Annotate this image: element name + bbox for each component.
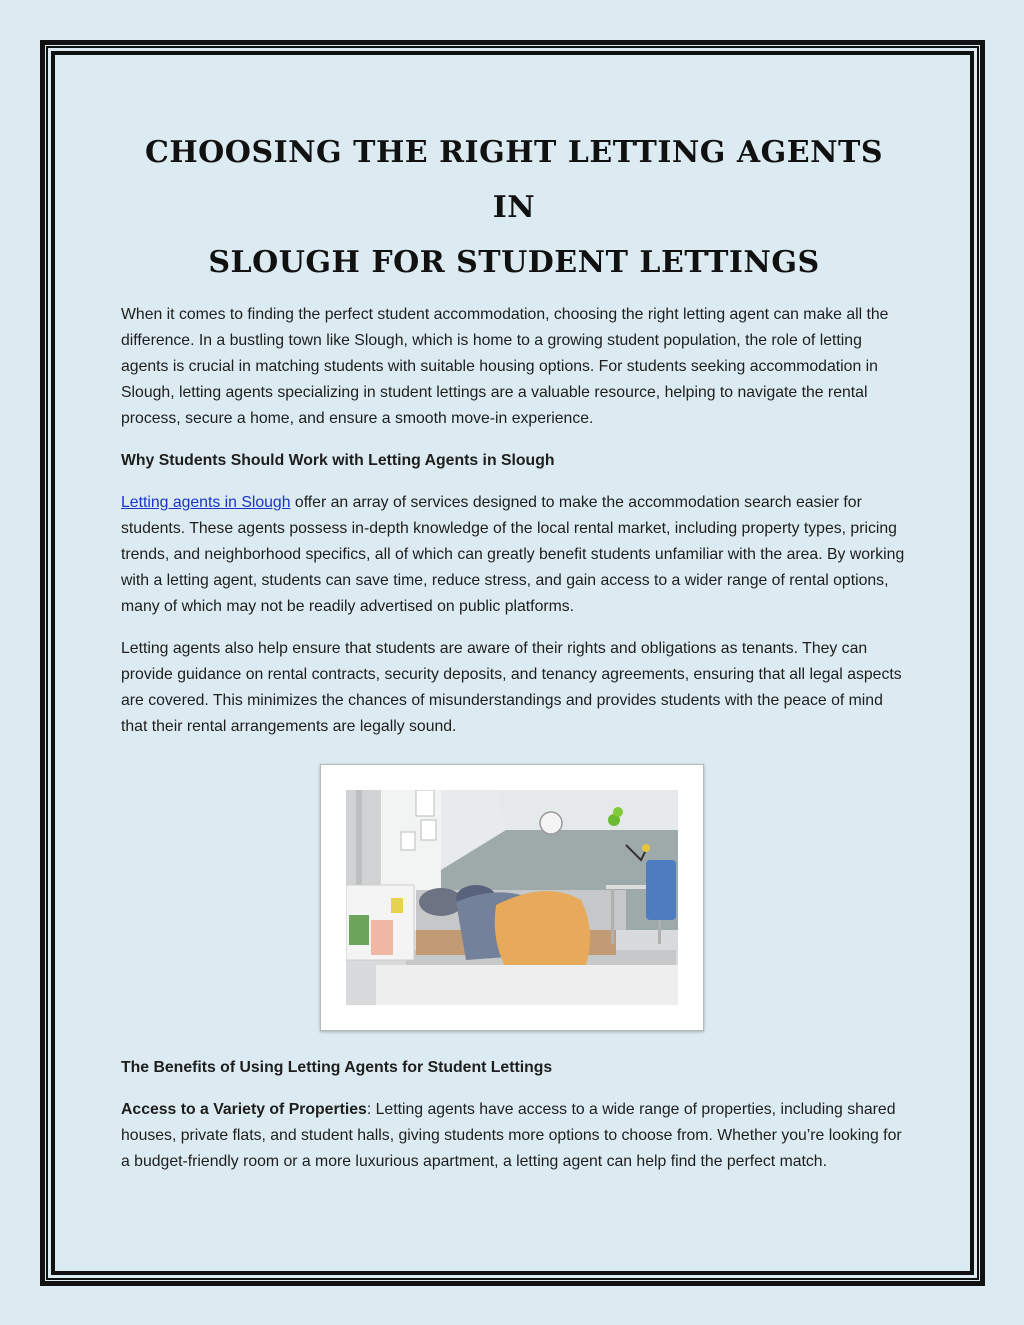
intro-paragraph: When it comes to finding the perfect student accommodation, choosing the right letting agent can make all the difference. In a bustling town like Slough, which is home to a growing student population, the role of letting agents is crucial in matching students with suitable housing options. For students seeking accommodation in Slough, letting agents specializing in student lettings are a valuable resource, helping to navigate the rental process, secure a home, and ensure a smooth move-in experience. [121,306,889,427]
document-content [121,125,907,1191]
services-paragraph-text: offer an array of services designed to make the accommodation search easier for students. These agents possess in-depth knowledge of the local rental market, including property types, pricing trends, and neighborhood specifics, all of which can greatly benefit students unfamiliar with the area. By working with a letting agent, students can save time, reduce stress, and gain access to a wider range of rental options, many of which may not be readily advertised on public platforms. [121,494,905,615]
title-line-2: SLOUGH FOR STUDENT LETTINGS [208,245,820,280]
variety-paragraph-text: : Letting agents have access to a wide range of properties, including shared houses, private flats, and student halls, giving students more options to choose from. Whether you’re looking for a budget-friendly room or a more luxurious apartment, a letting agent can help find the perfect match. [121,1101,902,1170]
variety-paragraph-lead: Access to a Variety of Properties [121,1101,367,1118]
letting-agents-link[interactable]: Letting agents in Slough [121,494,291,511]
title-line-1: CHOOSING THE RIGHT LETTING AGENTS IN [144,135,884,225]
student-bedroom-image [346,790,678,1005]
services-paragraph [121,490,907,620]
bedroom-photo-frame [320,764,704,1031]
document-title [121,125,907,290]
section-heading-benefits: The Benefits of Using Letting Agents for Student Lettings [121,1059,553,1076]
variety-paragraph [121,1097,907,1175]
rights-paragraph: Letting agents also help ensure that students are aware of their rights and obligations as tenants. They can provide guidance on rental contracts, security deposits, and tenancy agreements, ensuring that all legal aspects are covered. This minimizes the chances of misunderstandings and provides students with the peace of mind that their rental arrangements are legally sound. [121,640,902,735]
section-heading-why: Why Students Should Work with Letting Agents in Slough [121,452,555,469]
